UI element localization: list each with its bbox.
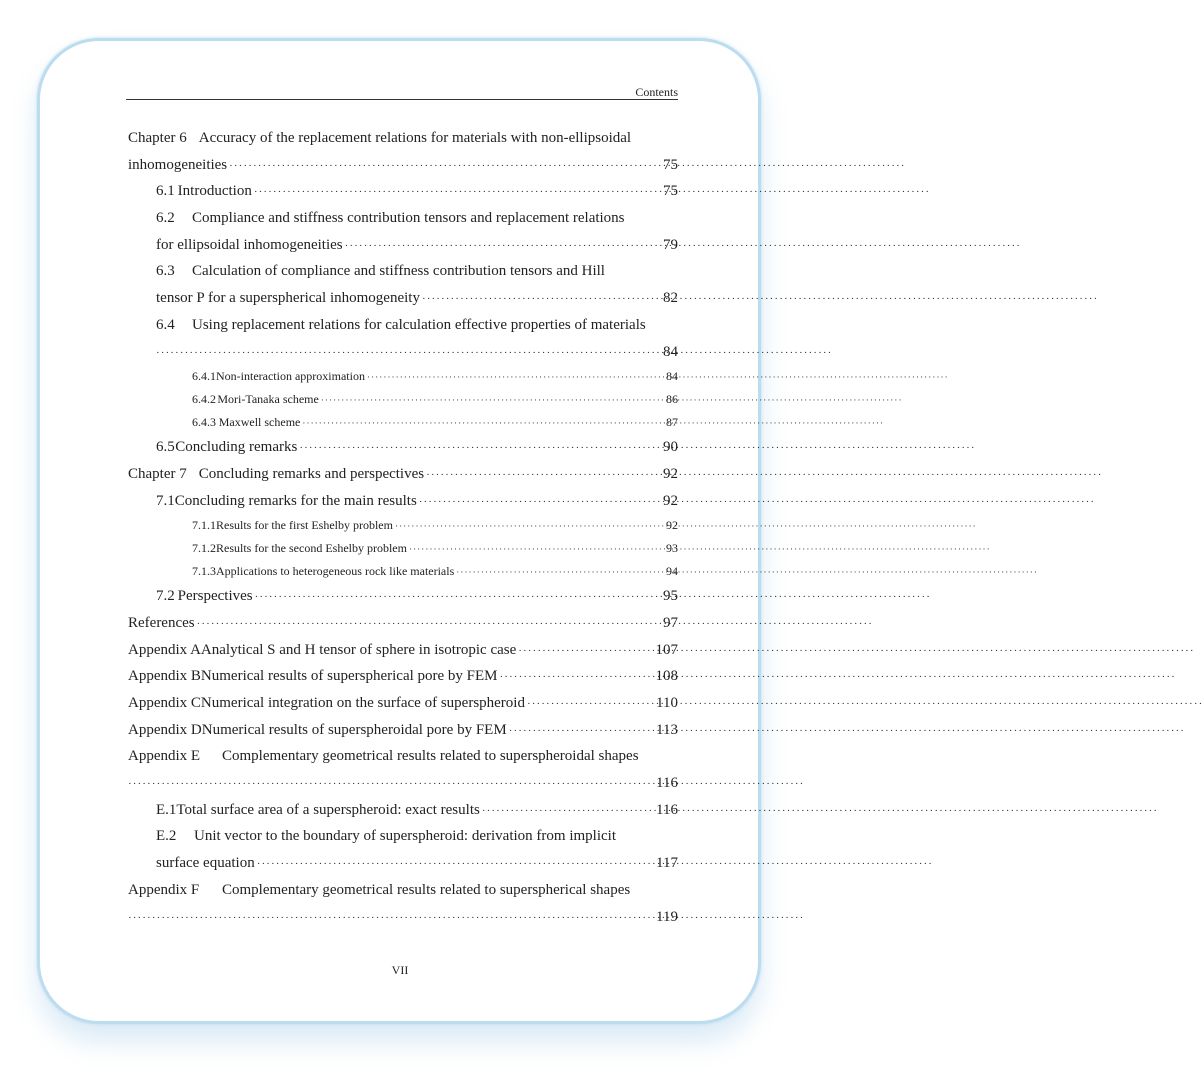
dot-leader bbox=[254, 179, 661, 206]
page-number: 79 bbox=[663, 236, 678, 253]
subsection-title: Mori-Tanaka scheme bbox=[217, 392, 319, 407]
dot-leader bbox=[527, 691, 654, 718]
references-title: References bbox=[128, 614, 195, 631]
chapter-title: Concluding remarks and perspectives bbox=[198, 465, 425, 482]
subsection-title: Results for the first Eshelby problem bbox=[216, 518, 393, 533]
toc-section-6-5[interactable] bbox=[128, 434, 678, 461]
toc-subsection-6-4-1[interactable] bbox=[128, 365, 678, 388]
page-number: 86 bbox=[666, 392, 678, 407]
subsection-title: Non-interaction approximation bbox=[216, 369, 365, 384]
appendix-number: Appendix C bbox=[128, 695, 201, 711]
page-number: 95 bbox=[663, 588, 678, 605]
page-number: 116 bbox=[656, 775, 678, 792]
dot-leader bbox=[456, 561, 664, 584]
page-number: 84 bbox=[666, 369, 678, 384]
appendix-title: Numerical results of superspheroidal pore by FEM bbox=[201, 721, 507, 738]
appendix-title: Numerical integration on the surface of superspheroid bbox=[200, 695, 525, 711]
dot-leader bbox=[128, 905, 654, 932]
appendix-title: Complementary geometrical results related to superspheroidal shapes bbox=[222, 748, 639, 765]
section-title: Introduction bbox=[177, 183, 252, 200]
appendix-number: Appendix E bbox=[128, 748, 201, 765]
toc-section-e-1[interactable] bbox=[128, 797, 678, 824]
dot-leader bbox=[345, 233, 661, 260]
appendix-title: Analytical S and H tensor of sphere in isotropic case bbox=[200, 641, 517, 658]
dot-leader bbox=[409, 538, 664, 561]
toc-appendix-b[interactable] bbox=[128, 663, 678, 690]
dot-leader bbox=[426, 462, 661, 489]
page-number: 87 bbox=[666, 415, 678, 430]
toc-section-6-3-cont[interactable] bbox=[128, 285, 678, 312]
folio-page-number: VII bbox=[391, 963, 409, 977]
toc-subsection-7-1-1[interactable] bbox=[128, 514, 678, 537]
page-number: 92 bbox=[663, 465, 678, 482]
section-number: 6.5 bbox=[156, 439, 175, 456]
page-number: 92 bbox=[666, 518, 678, 533]
toc-section-7-1[interactable] bbox=[128, 488, 678, 515]
subsection-number: 6.4.2 bbox=[192, 392, 216, 407]
toc-section-6-3[interactable] bbox=[128, 258, 678, 285]
chapter-number: Chapter 6 bbox=[128, 130, 187, 146]
section-title: Calculation of compliance and stiffness contribution tensors and Hill bbox=[192, 263, 605, 280]
page-number: 90 bbox=[663, 439, 678, 456]
dot-leader bbox=[395, 515, 664, 538]
page-number: 97 bbox=[663, 614, 678, 631]
section-number: 6.2 bbox=[156, 210, 175, 227]
section-number: E.1 bbox=[156, 801, 177, 818]
page-number: 107 bbox=[655, 641, 678, 658]
section-title: Using replacement relations for calculation effective properties of materials bbox=[192, 316, 646, 333]
page-number: 110 bbox=[656, 695, 678, 711]
subsection-number: 7.1.2 bbox=[192, 541, 216, 556]
toc-chapter-6-title[interactable] bbox=[128, 125, 678, 152]
dot-leader bbox=[299, 435, 661, 462]
section-title-cont: for ellipsoidal inhomogeneities bbox=[156, 236, 343, 253]
page-number: 113 bbox=[656, 721, 678, 738]
toc-section-6-2-cont[interactable] bbox=[128, 232, 678, 259]
dot-leader bbox=[255, 584, 661, 611]
dot-leader bbox=[500, 664, 654, 691]
section-title: Compliance and stiffness contribution tensors and replacement relations bbox=[192, 210, 625, 227]
toc-subsection-7-1-2[interactable] bbox=[128, 537, 678, 560]
subsection-number: 7.1.1 bbox=[192, 518, 216, 533]
page-number: 116 bbox=[656, 801, 678, 818]
dot-leader bbox=[128, 771, 654, 798]
page-number: 94 bbox=[666, 564, 678, 579]
chapter-number: Chapter 7 bbox=[128, 465, 187, 482]
subsection-title: Applications to heterogeneous rock like materials bbox=[216, 564, 455, 579]
subsection-number: 6.4.1 bbox=[192, 369, 216, 384]
toc-section-7-2[interactable] bbox=[128, 583, 678, 610]
dot-leader bbox=[321, 389, 664, 412]
dot-leader bbox=[367, 366, 664, 389]
toc-appendix-f-cont[interactable] bbox=[128, 904, 678, 931]
page-number: 92 bbox=[663, 492, 678, 509]
section-title-cont: tensor P for a superspherical inhomogeneity bbox=[156, 290, 420, 307]
dot-leader bbox=[518, 638, 653, 665]
appendix-number: Appendix B bbox=[128, 668, 201, 685]
subsection-number: 6.4.3 bbox=[192, 415, 216, 430]
dot-leader bbox=[419, 489, 661, 516]
toc-section-e-2-cont[interactable] bbox=[128, 850, 678, 877]
dot-leader bbox=[482, 798, 654, 825]
appendix-title: Numerical results of superspherical pore by FEM bbox=[200, 668, 498, 685]
toc-appendix-e-cont[interactable] bbox=[128, 770, 678, 797]
section-title-cont: surface equation bbox=[156, 855, 255, 872]
toc-appendix-a[interactable] bbox=[128, 637, 678, 664]
toc-section-6-4-cont[interactable] bbox=[128, 339, 678, 366]
toc-section-6-2[interactable] bbox=[128, 205, 678, 232]
toc-subsection-6-4-2[interactable] bbox=[128, 388, 678, 411]
running-header: Contents bbox=[635, 85, 678, 99]
appendix-number: Appendix D bbox=[128, 721, 202, 738]
toc-appendix-d[interactable] bbox=[128, 717, 678, 744]
section-number: E.2 bbox=[156, 828, 177, 845]
toc-section-e-2[interactable] bbox=[128, 823, 678, 850]
dot-leader bbox=[229, 153, 661, 180]
dot-leader bbox=[509, 718, 654, 745]
section-number: 7.2 bbox=[156, 588, 175, 605]
page-number: 108 bbox=[655, 668, 678, 685]
toc-subsection-6-4-3[interactable] bbox=[128, 411, 678, 434]
toc-references[interactable] bbox=[128, 610, 678, 637]
toc-appendix-f[interactable] bbox=[128, 877, 678, 904]
section-number: 6.1 bbox=[156, 183, 175, 200]
dot-leader bbox=[257, 851, 654, 878]
chapter-title: Accuracy of the replacement relations for materials with non-ellipsoidal bbox=[198, 130, 632, 146]
section-title: Unit vector to the boundary of superspheroid: derivation from implicit bbox=[194, 828, 616, 845]
toc-subsection-7-1-3[interactable] bbox=[128, 560, 678, 583]
section-number: 6.3 bbox=[156, 263, 175, 280]
appendix-number: Appendix A bbox=[128, 641, 201, 658]
section-number: 7.1 bbox=[156, 492, 175, 509]
dot-leader bbox=[302, 412, 664, 435]
subsection-number: 7.1.3 bbox=[192, 564, 216, 579]
toc-section-6-1[interactable] bbox=[128, 178, 678, 205]
dot-leader bbox=[422, 286, 661, 313]
chapter-title-cont: inhomogeneities bbox=[128, 156, 228, 173]
toc-section-6-4[interactable] bbox=[128, 312, 678, 339]
page-number: 84 bbox=[663, 343, 678, 360]
header-rule bbox=[126, 99, 678, 100]
page-number: 93 bbox=[666, 541, 678, 556]
section-number: 6.4 bbox=[156, 316, 175, 333]
appendix-number: Appendix F bbox=[128, 881, 200, 898]
table-of-contents bbox=[128, 125, 678, 930]
subsection-title: Results for the second Eshelby problem bbox=[216, 541, 407, 556]
toc-appendix-c[interactable] bbox=[128, 690, 678, 717]
subsection-title: Maxwell scheme bbox=[218, 415, 301, 430]
page-number: 82 bbox=[663, 290, 678, 307]
page-number: 75 bbox=[663, 183, 678, 200]
dot-leader bbox=[197, 611, 661, 638]
section-title: Total surface area of a superspheroid: exact results bbox=[176, 801, 480, 818]
section-title: Perspectives bbox=[177, 588, 253, 605]
toc-chapter-6-title-cont[interactable] bbox=[128, 152, 678, 179]
section-title: Concluding remarks for the main results bbox=[174, 492, 417, 509]
dot-leader bbox=[156, 340, 661, 367]
appendix-title: Complementary geometrical results related to superspherical shapes bbox=[222, 881, 631, 898]
page-number: 119 bbox=[656, 908, 678, 925]
page-number: 117 bbox=[656, 855, 678, 872]
section-title: Concluding remarks bbox=[175, 439, 298, 456]
toc-appendix-e[interactable] bbox=[128, 743, 678, 770]
page-number: 75 bbox=[663, 156, 678, 173]
toc-chapter-7[interactable] bbox=[128, 461, 678, 488]
